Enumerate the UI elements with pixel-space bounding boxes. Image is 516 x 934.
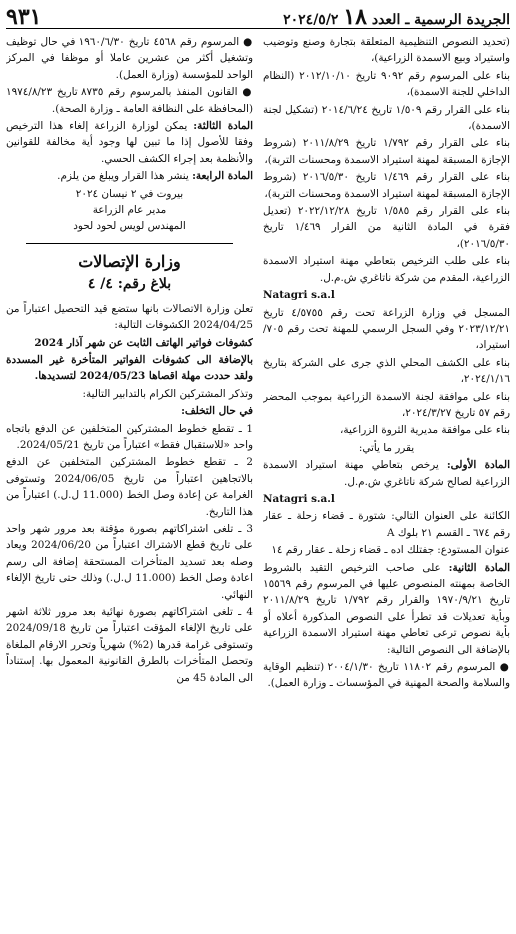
article-label: المادة الأولى: bbox=[446, 459, 510, 472]
article-label: المادة الرابعة: bbox=[192, 170, 253, 183]
article-label: المادة الثانية: bbox=[448, 561, 510, 574]
columns bbox=[6, 34, 510, 930]
notice-title: بلاغ رقم: ٤/ ٤ bbox=[87, 276, 172, 293]
signature-line: المهندس لويس لحود لحود bbox=[73, 220, 186, 233]
paragraph: المسجل في وزارة الزراعة تحت رقم ٤/٥٧٥٥ تاريخ ٢٠٢٣/١٢/٢١ وفي السجل الرسمي للمهنة تحت رقم ٧٠٥/استيراد، bbox=[263, 306, 510, 352]
list-item: 2 ـ تقطع خطوط المشتركين المتخلفين عن الدفع بالاتجاهين اعتباراً من تاريخ 2024/06/05 وتستوفى الغرامة عن إعادة وصل الخط (11.000 ل.ل.) اعتباراً من هذا التاريخ. bbox=[6, 456, 253, 518]
paragraph: بناء على القرار رقم ١/٥٨٥ تاريخ ٢٠٢٢/١٢/٢٨ (تعديل فقرة في المادة الثانية من القرار ١/٤٦٩ تاريخ ٢٠١٦/٥/٣٠)، bbox=[263, 205, 510, 250]
list-item: 1 ـ تقطع خطوط المشتركين المتخلفين عن الدفع باتجاه واحد «للاستقبال فقط» اعتباراً من تاريخ 2024/05/21. bbox=[6, 422, 253, 451]
paragraph: الكائنة على العنوان التالي: شتورة ـ قضاء زحلة ـ عقار رقم ٦٧٤ ـ القسم ٢١ بلوك A bbox=[263, 510, 510, 539]
paragraph: ● القانون المنفذ بالمرسوم رقم ٨٧٣٥ تاريخ ١٩٧٤/٨/٢٣ (المحافظة على النظافة العامة ـ وزارة الصحة). bbox=[6, 86, 253, 115]
decision-heading: يقرر ما يأتي: bbox=[358, 441, 415, 454]
header-title bbox=[283, 6, 510, 28]
article-label: المادة الثالثة: bbox=[193, 120, 253, 133]
paragraph: بناء على موافقة لجنة الاسمدة الزراعية بموجب المحضر رقم ٥٧ تاريخ ٢٠٢٤/٣/٢٧، bbox=[263, 390, 510, 419]
paragraph: بناء على المرسوم رقم ٩٠٩٢ تاريخ ٢٠١٢/١٠/١٠ (النظام الداخلي للجنة الاسمدة)، bbox=[263, 69, 510, 99]
journal-name: الجريدة الرسمية ـ العدد bbox=[371, 12, 510, 28]
signature-block bbox=[6, 186, 253, 235]
paragraph: (تحديد النصوص التنظيمية المتعلقة بتجارة وصنع وتوضيب واستيراد وبيع الاسمدة الزراعية)، bbox=[263, 36, 510, 65]
company-name-latin: Natagri s.a.l bbox=[263, 492, 335, 505]
paragraph: تعلن وزارة الاتصالات بانها ستضع قيد التحصيل اعتباراً من 2024/04/25 الكشوفات التالية: bbox=[6, 302, 253, 332]
paragraph: وتذكر المشتركين الكرام بالتدابير التالية: bbox=[82, 387, 253, 400]
section-divider bbox=[26, 243, 233, 244]
paragraph: ● المرسوم رقم ١١٨٠٢ تاريخ ٢٠٠٤/١/٣٠ (تنظيم الوقاية والسلامة والصحة المهنية في المؤسسات ـ وزارة العمل). bbox=[263, 661, 510, 690]
case-heading: في حال التخلف: bbox=[181, 405, 253, 418]
article-text: يرخص بتعاطي مهنة استيراد الاسمدة الزراعية لصالح شركة ناتاغري ش.م.ل. bbox=[263, 459, 510, 488]
signature-line: بيروت في ٢ نيسان ٢٠٢٤ bbox=[75, 187, 184, 200]
issue-date: ٢٠٢٤/٥/٢ bbox=[283, 12, 339, 28]
paragraph: بناء على القرار رقم ١/٧٩٢ تاريخ ٢٠١١/٨/٢٩ (شروط الإجازة المسبقة لمهنة استيراد الاسمدة ومحسنات التربة)، bbox=[263, 137, 510, 166]
page-header bbox=[6, 4, 510, 29]
paragraph: بناء على موافقة مديرية الثروة الزراعية، bbox=[340, 424, 510, 437]
list-item: 3 ـ تلغى اشتراكاتهم بصورة مؤقتة بعد مرور شهر واحد على تاريخ قطع الاشتراك اعتباراً من 2024/06/20 ويعاد وصله بعد تسديد المتأخرات المستحقة إضافة الى رسم اعادة وصل الخط (11.000 ل.ل.) وذلك حتى تاريخ الإلغاء النهائي. bbox=[6, 522, 253, 601]
article-text: ينشر هذا القرار ويبلغ من يلزم. bbox=[57, 170, 189, 183]
article-text: على صاحب الترخيص التقيد بالشروط الخاصة بمهنته المنصوص عليها في المرسوم رقم ١٥٥٦٩ تاريخ ١٩٧٠/٩/٢١ والقرار رقم ١/٧٩٢ تاريخ ٢٠١١/٨/٢٩ وبأية تعديلات قد تطرأ على النصوص المذكورة أعلاه أو بأية نصوص ترعى تعاطي مهنة استيراد الاسمدة الزراعية بالإضافة الى النصوص التالية: bbox=[263, 561, 510, 656]
paragraph: عنوان المستودع: جفتلك اده ـ قضاء زحلة ـ عقار رقم ١٤ bbox=[271, 544, 510, 557]
bold-line: كشوفات فواتير الهاتف الثابت عن شهر آذار 2024 bbox=[34, 336, 253, 349]
paragraph: بناء على القرار رقم ١/٥٠٩ تاريخ ٢٠١٤/٦/٢٤ (تشكيل لجنة الاسمدة)، bbox=[263, 103, 510, 133]
paragraph: بناء على الكشف المحلي الذي جرى على الشركة بتاريخ ٢٠٢٤/١/١٦، bbox=[263, 356, 510, 386]
bold-line: بالإضافة الى كشوفات الفواتير المتأخرة غير المسددة ولقد حددت مهلة اقصاها 2024/05/23 لتسديدها. bbox=[6, 353, 253, 383]
paragraph: ● المرسوم رقم ٤٥٦٨ تاريخ ١٩٦٠/٦/٣٠ في حال توظيف وتشغيل أكثر من عشرين عاملا أو موظفا في المركز الواحد للمؤسسة (وزارة العمل). bbox=[6, 36, 253, 81]
ministry-title: وزارة الإتصالات bbox=[78, 251, 181, 271]
company-name-latin: Natagri s.a.l bbox=[263, 289, 335, 302]
article-text: يمكن لوزارة الزراعة إلغاء هذا الترخيص وفقا للأصول إذا ما تبين لها وجود أية مخالفة للقوانين والأنظمة بعد إجراء الكشف الحسي. bbox=[6, 120, 253, 165]
page-number: ٩٣١ bbox=[6, 4, 42, 30]
right-column bbox=[263, 34, 510, 930]
list-item: 4 ـ تلغى اشتراكاتهم بصورة نهائية بعد مرور ثلاثة اشهر على تاريخ الإلغاء المؤقت اعتباراً من تاريخ 2024/09/18 وتستوفى غرامة قدرها (2%) شهرياً وتحرر الارقام الملغاة وتحصل المتأخرات بالطرق القانونية المعمول بها. إستناداً الى المادة 45 من bbox=[6, 606, 253, 684]
signature-line: مدير عام الزراعة bbox=[92, 204, 167, 217]
paragraph: بناء على طلب الترخيص بتعاطي مهنة استيراد الاسمدة الزراعية، المقدم من شركة ناتاغري ش.م.ل. bbox=[263, 255, 510, 284]
issue-number: ١٨ bbox=[343, 4, 367, 30]
paragraph: بناء على القرار رقم ١/٤٦٩ تاريخ ٢٠١٦/٥/٣٠ (شروط الإجازة المسبقة لمهنة استيراد الاسمدة ومحسنات التربة)، bbox=[263, 171, 510, 200]
left-column bbox=[6, 34, 253, 930]
